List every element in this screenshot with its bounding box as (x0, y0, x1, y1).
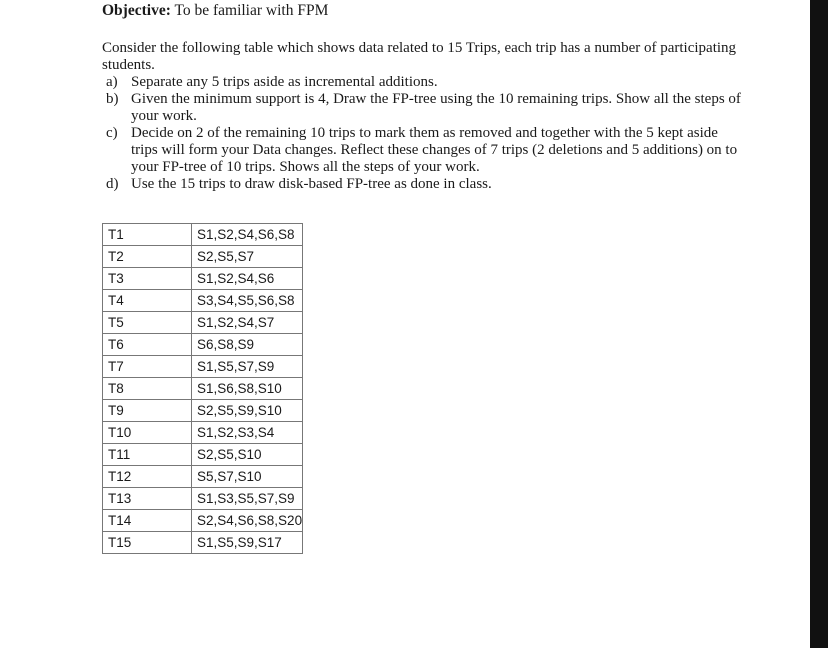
table-row (103, 224, 303, 246)
table-row (103, 422, 303, 444)
trips-table (102, 223, 303, 554)
trip-students: S1,S3,S5,S7,S9 (192, 488, 303, 510)
trip-students: S5,S7,S10 (192, 466, 303, 488)
task-item (102, 176, 742, 193)
table-row (103, 356, 303, 378)
trip-students: S6,S8,S9 (192, 334, 303, 356)
table-row (103, 510, 303, 532)
trip-students: S2,S5,S10 (192, 444, 303, 466)
table-row (103, 378, 303, 400)
trip-id: T13 (103, 488, 192, 510)
trip-students: S3,S4,S5,S6,S8 (192, 290, 303, 312)
task-text: Use the 15 trips to draw disk-based FP-tree as done in class. (131, 176, 492, 192)
trip-id: T11 (103, 444, 192, 466)
trip-students: S1,S5,S7,S9 (192, 356, 303, 378)
table-row (103, 532, 303, 554)
trip-id: T4 (103, 290, 192, 312)
trip-id: T7 (103, 356, 192, 378)
trip-students: S1,S5,S9,S17 (192, 532, 303, 554)
trip-id: T10 (103, 422, 192, 444)
table-row (103, 290, 303, 312)
trip-id: T2 (103, 246, 192, 268)
task-text: Decide on 2 of the remaining 10 trips to mark them as removed and together with the 5 kept aside trips will form your Data changes. Reflect these changes of 7 trips (2 deletions and 5 additions) on to your FP-tree of 10 trips. Shows all the steps of your work. (131, 125, 738, 175)
trip-id: T3 (103, 268, 192, 290)
trip-students: S1,S2,S3,S4 (192, 422, 303, 444)
task-text: Separate any 5 trips aside as incremental additions. (131, 74, 438, 90)
table-row (103, 444, 303, 466)
task-marker: a) (106, 74, 118, 90)
trip-students: S1,S2,S4,S7 (192, 312, 303, 334)
task-list (102, 74, 742, 193)
trip-id: T1 (103, 224, 192, 246)
trip-id: T15 (103, 532, 192, 554)
trip-id: T14 (103, 510, 192, 532)
task-marker: d) (106, 176, 119, 192)
trip-students: S2,S4,S6,S8,S20 (192, 510, 303, 532)
intro-paragraph: Consider the following table which shows data related to 15 Trips, each trip has a number of participating students. (102, 40, 737, 73)
trip-id: T5 (103, 312, 192, 334)
objective-line (102, 2, 742, 20)
objective-label: Objective: (102, 2, 171, 19)
task-marker: c) (106, 125, 118, 141)
trip-id: T9 (103, 400, 192, 422)
table-row (103, 268, 303, 290)
table-row (103, 334, 303, 356)
task-item (102, 91, 742, 125)
table-row (103, 246, 303, 268)
trip-id: T8 (103, 378, 192, 400)
trip-id: T12 (103, 466, 192, 488)
task-text: Given the minimum support is 4, Draw the FP-tree using the 10 remaining trips. Show all the steps of your work. (131, 91, 741, 124)
trip-id: T6 (103, 334, 192, 356)
table-row (103, 400, 303, 422)
table-row (103, 466, 303, 488)
window-edge (810, 0, 828, 648)
assignment-text (102, 2, 742, 193)
trip-students: S1,S2,S4,S6,S8 (192, 224, 303, 246)
trip-students: S2,S5,S7 (192, 246, 303, 268)
task-marker: b) (106, 91, 119, 107)
objective-text: To be familiar with FPM (170, 2, 329, 19)
task-item (102, 125, 742, 176)
task-item (102, 74, 742, 91)
table-row (103, 312, 303, 334)
trip-students: S1,S6,S8,S10 (192, 378, 303, 400)
table-row (103, 488, 303, 510)
trip-students: S1,S2,S4,S6 (192, 268, 303, 290)
trip-students: S2,S5,S9,S10 (192, 400, 303, 422)
